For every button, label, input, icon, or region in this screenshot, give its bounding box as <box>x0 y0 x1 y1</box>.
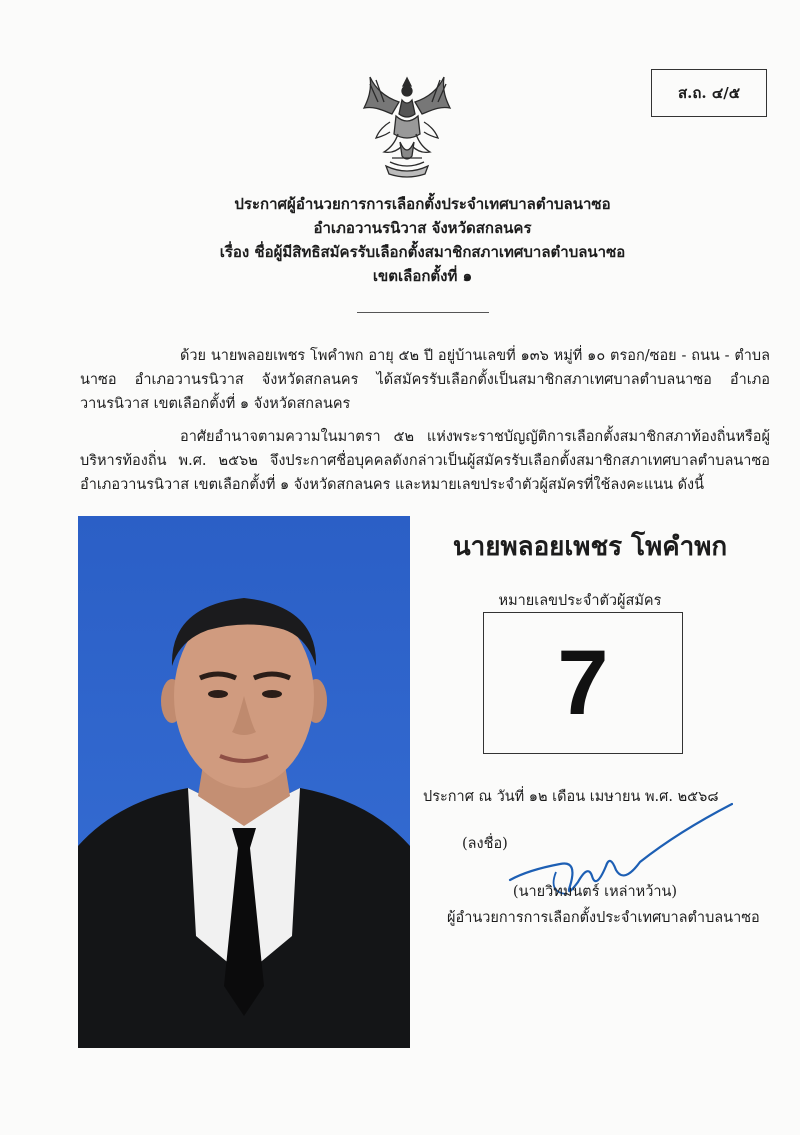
paragraph-2-text: อาศัยอำนาจตามความในมาตรา ๕๒ แห่งพระราชบัญญัติการเลือกตั้งสมาชิกสภาท้องถิ่นหรือผู้บริหารท้องถิ่น พ.ศ. ๒๕๖๒ จึงประกาศชื่อบุคคลดังกล่าวเป็นผู้สมัครรับเลือกตั้งสมาชิกสภาเทศบาลตำบลนาซอ อำเภอวานรนิวาส เขตเลือกตั้งที่ ๑ จังหวัดสกลนคร และหมายเลขประจำตัวผู้สมัครที่ใช้ลงคะแนน ดังนี้ <box>80 429 770 493</box>
candidate-photo <box>78 516 410 1048</box>
paragraph-1-text: ด้วย นายพลอยเพชร โพคำพก อายุ ๕๒ ปี อยู่บ้านเลขที่ ๑๓๖ หมู่ที่ ๑๐ ตรอก/ซอย - ถนน - ตำบลนาซอ อำเภอวานรนิวาส จังหวัดสกลนคร ได้สมัครรับเลือกตั้งเป็นสมาชิกสภาเทศบาลตำบลนาซอ อำเภอวานรนิวาส เขตเลือกตั้งที่ ๑ จังหวัดสกลนคร <box>80 348 770 412</box>
paragraph-candidate-info <box>80 344 770 416</box>
candidate-number-box: 7 <box>483 612 683 754</box>
heading-line-1: ประกาศผู้อำนวยการการเลือกตั้งประจำเทศบาลตำบลนาซอ <box>234 195 611 213</box>
garuda-emblem-icon <box>362 72 452 182</box>
announcement-heading <box>0 192 800 288</box>
announcement-date: ประกาศ ณ วันที่ ๑๒ เดือน เมษายน พ.ศ. ๒๕๖๘ <box>423 789 719 805</box>
heading-divider <box>357 312 489 313</box>
heading-line-4: เขตเลือกตั้งที่ ๑ <box>372 267 473 285</box>
signature-label: (ลงชื่อ) <box>462 836 508 852</box>
signer-title: ผู้อำนวยการการเลือกตั้งประจำเทศบาลตำบลนาซอ <box>447 910 760 926</box>
heading-line-2: อำเภอวานรนิวาส จังหวัดสกลนคร <box>313 219 532 237</box>
signer-name: (นายวิทมนตร์ เหล่าหว้าน) <box>512 884 678 900</box>
candidate-number-label: หมายเลขประจำตัวผู้สมัคร <box>498 593 662 609</box>
paragraph-legal-basis <box>80 425 770 497</box>
candidate-name: นายพลอยเพชร โพคำพก <box>452 532 728 562</box>
heading-line-3: เรื่อง ชื่อผู้มีสิทธิสมัครรับเลือกตั้งสมาชิกสภาเทศบาลตำบลนาซอ <box>219 243 626 261</box>
form-code-box: ส.ถ. ๔/๕ <box>651 69 767 117</box>
